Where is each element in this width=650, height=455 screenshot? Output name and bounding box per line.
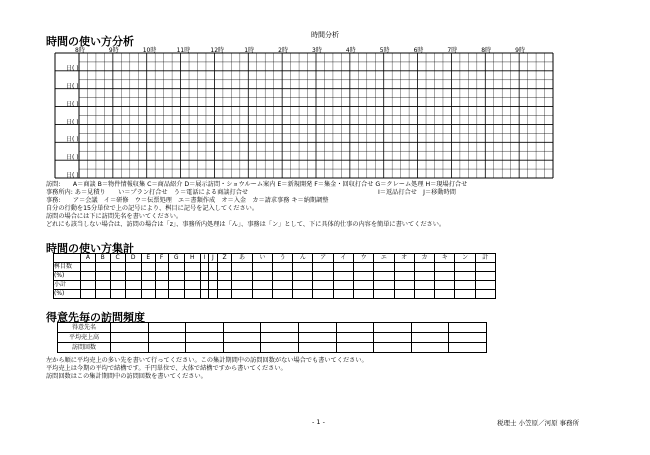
frequency-cell xyxy=(223,343,261,353)
legend-admin: 事務: ア＝会議 イ＝研修 ウ＝伝票処理 エ＝書類作成 オ＝入金 カ＝請求事務 キ＝納期調整 xyxy=(46,197,329,204)
summary-cell xyxy=(333,281,353,290)
summary-cell xyxy=(435,281,455,290)
summary-cell xyxy=(475,281,495,290)
hour-label: 9時 xyxy=(515,47,525,54)
summary-column-header: E xyxy=(141,254,155,263)
summary-cell xyxy=(125,272,141,281)
hour-label: 7時 xyxy=(447,47,458,54)
summary-cell xyxy=(125,290,141,299)
summary-cell xyxy=(313,290,333,299)
frequency-cell xyxy=(411,333,449,343)
frequency-cell xyxy=(223,323,261,333)
summary-column-header: ア xyxy=(313,254,333,263)
summary-row xyxy=(54,272,496,281)
summary-cell xyxy=(394,290,414,299)
summary-cell xyxy=(184,290,200,299)
summary-header-row xyxy=(54,254,496,263)
summary-cell xyxy=(217,281,232,290)
summary-cell xyxy=(155,281,168,290)
summary-cell xyxy=(414,281,434,290)
hour-label: 12時 xyxy=(210,47,225,54)
summary-column-header: D xyxy=(125,254,141,263)
summary-cell xyxy=(141,290,155,299)
hour-label: 3時 xyxy=(312,47,322,54)
frequency-row-label: 訪問回数 xyxy=(58,343,111,353)
summary-row-label: (%) xyxy=(54,272,81,281)
frequency-cell xyxy=(298,323,336,333)
frequency-cell xyxy=(374,333,412,343)
frequency-cell xyxy=(374,323,412,333)
summary-cell xyxy=(374,272,394,281)
summary-column-header: J xyxy=(209,254,217,263)
summary-cell xyxy=(455,272,475,281)
summary-cell xyxy=(272,272,292,281)
frequency-cell xyxy=(374,343,412,353)
frequency-cell xyxy=(336,323,374,333)
frequency-cell xyxy=(148,323,186,333)
summary-cell xyxy=(168,263,184,272)
summary-column-header: い xyxy=(252,254,272,263)
summary-cell xyxy=(125,281,141,290)
summary-cell xyxy=(394,263,414,272)
summary-cell xyxy=(217,272,232,281)
summary-cell xyxy=(209,281,217,290)
summary-cell xyxy=(313,272,333,281)
summary-cell xyxy=(95,272,110,281)
summary-cell xyxy=(110,263,125,272)
summary-column-header: 計 xyxy=(475,254,495,263)
summary-cell xyxy=(155,263,168,272)
summary-cell xyxy=(272,290,292,299)
frequency-cell xyxy=(111,333,149,343)
summary-cell xyxy=(374,263,394,272)
summary-cell xyxy=(200,263,208,272)
frequency-cell xyxy=(186,323,224,333)
summary-column-header: G xyxy=(168,254,184,263)
visit-note-3: 訪問回数はこの集計期間中の訪問回数を書いてください。 xyxy=(46,373,207,380)
summary-column-header: H xyxy=(184,254,200,263)
summary-column-header: ん xyxy=(293,254,313,263)
hour-label: 1時 xyxy=(244,47,255,54)
frequency-cell xyxy=(449,333,487,343)
summary-cell xyxy=(435,290,455,299)
summary-cell xyxy=(141,272,155,281)
frequency-cell xyxy=(148,333,186,343)
summary-cell xyxy=(95,281,110,290)
frequency-cell xyxy=(449,323,487,333)
summary-column-header: イ xyxy=(333,254,353,263)
section-time-usage-analysis-heading: 時間の使い方分析 xyxy=(46,35,134,48)
summary-cell xyxy=(252,281,272,290)
frequency-cell xyxy=(148,343,186,353)
frequency-row xyxy=(58,333,487,343)
summary-cell xyxy=(414,272,434,281)
summary-cell xyxy=(141,263,155,272)
summary-cell xyxy=(435,272,455,281)
legend-note-1: 自分の行動を15分単位で上の記号により、桝目に記号を記入してください。 xyxy=(46,205,259,212)
summary-cell xyxy=(293,290,313,299)
summary-cell xyxy=(110,281,125,290)
visit-frequency-table xyxy=(57,322,487,353)
frequency-cell xyxy=(411,343,449,353)
frequency-cell xyxy=(336,333,374,343)
summary-cell xyxy=(232,272,252,281)
summary-cell xyxy=(168,281,184,290)
schedule-grid xyxy=(0,0,650,190)
summary-cell xyxy=(81,290,96,299)
frequency-cell xyxy=(261,343,299,353)
summary-cell xyxy=(110,290,125,299)
summary-cell xyxy=(455,290,475,299)
summary-cell xyxy=(333,272,353,281)
summary-column-header: I xyxy=(200,254,208,263)
summary-cell xyxy=(200,272,208,281)
summary-column-header: エ xyxy=(374,254,394,263)
summary-cell xyxy=(95,290,110,299)
day-label: 日( ) xyxy=(66,82,79,90)
summary-column-header: F xyxy=(155,254,168,263)
summary-cell xyxy=(354,290,374,299)
summary-cell xyxy=(252,290,272,299)
frequency-cell xyxy=(298,333,336,343)
legend-note-2: 訪問の場合には下に訪問先名を書いてください。 xyxy=(46,213,183,220)
summary-cell xyxy=(232,290,252,299)
summary-cell xyxy=(475,263,495,272)
summary-cell xyxy=(435,263,455,272)
summary-cell xyxy=(200,290,208,299)
frequency-cell xyxy=(449,343,487,353)
legend-note-3: どれにも該当しない場合は、訪問の場合は「z」、事務所内処理は「ん」、事務は「ン」として、下に具体的仕事の内容を簡単に書いてください。 xyxy=(46,221,446,228)
frequency-cell xyxy=(261,333,299,343)
summary-cell xyxy=(272,263,292,272)
summary-column-header: カ xyxy=(414,254,434,263)
summary-cell xyxy=(155,272,168,281)
summary-row-label: 桝目数 xyxy=(54,263,81,272)
summary-cell xyxy=(155,290,168,299)
day-label: 日( ) xyxy=(66,64,79,72)
summary-cell xyxy=(110,272,125,281)
frequency-cell xyxy=(186,343,224,353)
summary-cell xyxy=(252,272,272,281)
day-label: 日( ) xyxy=(66,100,79,108)
frequency-cell xyxy=(223,333,261,343)
summary-cell xyxy=(374,290,394,299)
summary-row xyxy=(54,263,496,272)
hour-label: 8時 xyxy=(75,47,85,54)
summary-cell xyxy=(333,290,353,299)
visit-note-1: 左から順に平均売上の多い先を書いて行ってください。この集計期間中の訪問回数がない場合でも書いてください。 xyxy=(46,357,368,364)
frequency-cell xyxy=(111,323,149,333)
summary-cell xyxy=(81,263,96,272)
summary-column-header: う xyxy=(272,254,292,263)
summary-cell xyxy=(455,263,475,272)
summary-row-label: 小計 xyxy=(54,281,81,290)
summary-cell xyxy=(81,272,96,281)
summary-cell xyxy=(209,263,217,272)
hour-label: 8時 xyxy=(481,47,492,54)
day-label: 日( ) xyxy=(66,172,79,180)
day-label: 日( ) xyxy=(66,154,79,162)
day-label: 日( ) xyxy=(66,136,79,144)
summary-corner-cell xyxy=(54,254,81,263)
summary-column-header: B xyxy=(95,254,110,263)
summary-cell xyxy=(232,281,252,290)
frequency-row-label: 平均売上高 xyxy=(58,333,111,343)
office-name: 税理士 小笠原／河原 事務所 xyxy=(497,419,580,427)
summary-cell xyxy=(354,281,374,290)
summary-cell xyxy=(313,263,333,272)
summary-column-header: あ xyxy=(232,254,252,263)
summary-cell xyxy=(232,263,252,272)
summary-cell xyxy=(209,272,217,281)
hour-label: 5時 xyxy=(379,47,390,54)
summary-cell xyxy=(475,290,495,299)
summary-cell xyxy=(394,272,414,281)
summary-cell xyxy=(414,263,434,272)
summary-cell xyxy=(209,290,217,299)
document-title: 時間分析 xyxy=(311,31,339,39)
frequency-cell xyxy=(298,343,336,353)
visit-note-2: 平均売上は今期の平均で結構です。千円単位で、大体で結構ですから書いてください。 xyxy=(46,365,287,372)
hour-label: 4時 xyxy=(345,47,356,54)
summary-cell xyxy=(293,272,313,281)
frequency-cell xyxy=(186,333,224,343)
summary-cell xyxy=(125,263,141,272)
summary-cell xyxy=(313,281,333,290)
summary-cell xyxy=(272,281,292,290)
summary-cell xyxy=(252,263,272,272)
section-visit-frequency-heading: 得意先毎の訪問頻度 xyxy=(46,311,145,324)
summary-cell xyxy=(354,272,374,281)
frequency-cell xyxy=(336,343,374,353)
hour-label: 11時 xyxy=(176,47,191,54)
summary-cell xyxy=(184,272,200,281)
summary-column-header: ン xyxy=(455,254,475,263)
summary-cell xyxy=(217,263,232,272)
summary-cell xyxy=(184,281,200,290)
summary-cell xyxy=(293,263,313,272)
frequency-row-label: 得意先名 xyxy=(58,323,111,333)
hour-label: 6時 xyxy=(413,47,424,54)
summary-cell xyxy=(333,263,353,272)
summary-column-header: オ xyxy=(394,254,414,263)
summary-table xyxy=(53,253,496,299)
summary-cell xyxy=(81,281,96,290)
summary-cell xyxy=(455,281,475,290)
hour-label: 10時 xyxy=(142,47,157,54)
summary-cell xyxy=(394,281,414,290)
summary-column-header: ウ xyxy=(354,254,374,263)
summary-column-header: キ xyxy=(435,254,455,263)
summary-row xyxy=(54,281,496,290)
summary-column-header: A xyxy=(81,254,96,263)
frequency-cell xyxy=(411,323,449,333)
summary-cell xyxy=(168,272,184,281)
summary-cell xyxy=(184,263,200,272)
summary-row xyxy=(54,290,496,299)
hour-label: 9時 xyxy=(108,47,119,54)
summary-cell xyxy=(217,290,232,299)
frequency-cell xyxy=(261,323,299,333)
summary-cell xyxy=(475,272,495,281)
summary-cell xyxy=(374,281,394,290)
day-label: 日( ) xyxy=(66,118,79,126)
legend-visit: 訪問: A＝商談 B＝物件情報収集 C＝商品紹介 D＝展示訪問・ショウルーム案内 E＝新規開発 F＝集金・回収打合せ G＝クレーム処理 H＝現場打合せ xyxy=(46,181,468,188)
legend-office: 事務所内: あ＝見積り い＝プラン打合せ う＝電話による商談打合せ I＝返品打合せ J＝移動時間 xyxy=(46,189,456,196)
summary-row-label: (%) xyxy=(54,290,81,299)
summary-column-header: Z xyxy=(217,254,232,263)
frequency-row xyxy=(58,343,487,353)
summary-cell xyxy=(293,281,313,290)
summary-cell xyxy=(414,290,434,299)
page-number: - 1 - xyxy=(312,418,325,426)
summary-cell xyxy=(200,281,208,290)
summary-cell xyxy=(354,263,374,272)
section-time-usage-summary-heading: 時間の使い方集計 xyxy=(46,242,134,255)
summary-cell xyxy=(168,290,184,299)
hour-label: 2時 xyxy=(278,47,288,54)
summary-column-header: C xyxy=(110,254,125,263)
summary-cell xyxy=(141,281,155,290)
frequency-row xyxy=(58,323,487,333)
summary-cell xyxy=(95,263,110,272)
frequency-cell xyxy=(111,343,149,353)
